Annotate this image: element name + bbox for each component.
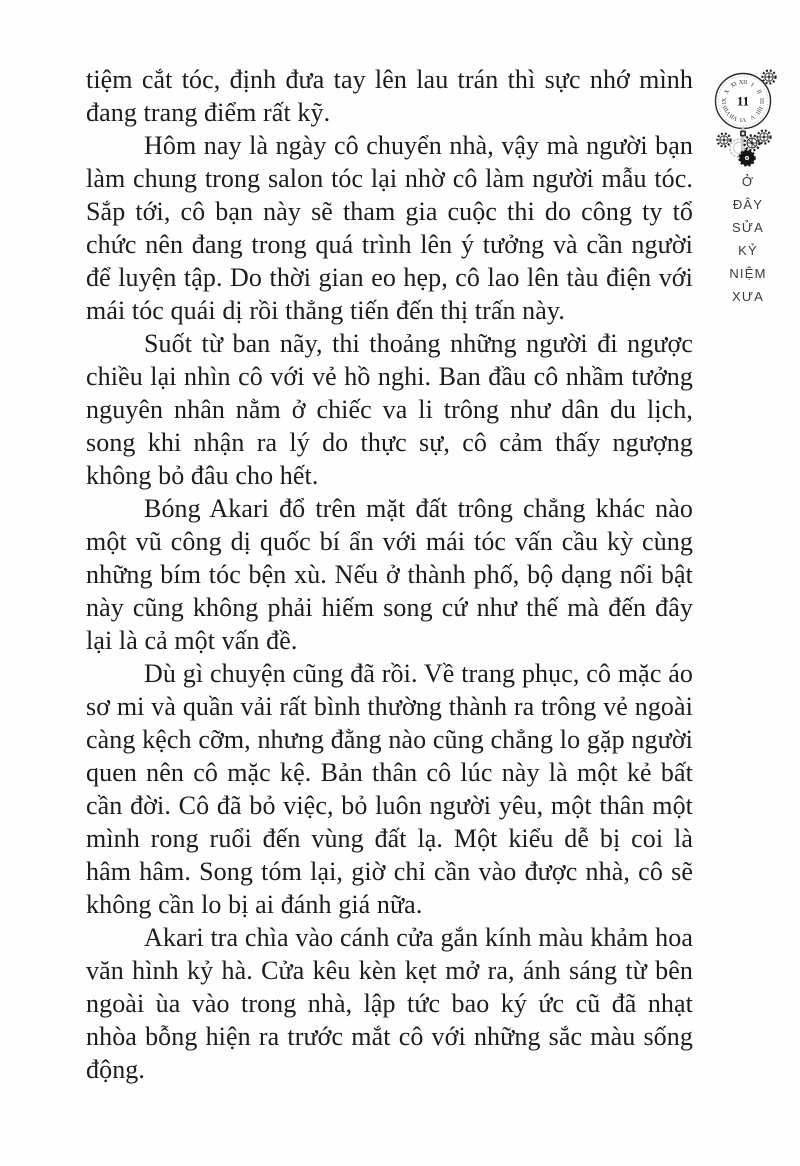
margin-title-word: Ở [741,174,755,189]
margin-book-title [696,170,800,308]
clock-numeral: XII [738,80,748,86]
clock-numeral: IIII [753,105,764,115]
clock-numeral: II [754,88,763,96]
clock-numeral: IX [722,97,728,105]
clock-numeral: VIII [722,104,733,116]
margin-title-word: ĐÂY [732,197,764,212]
body-paragraph: Dù gì chuyện cũng đã rồi. Về trang phục, cô mặc áo sơ mi và quần vải rất bình thường thành ra trông vẻ ngoài càng kệch cỡm, nhưng đằng nào cũng chẳng lo gặp người quen nên cô mặc kệ. Bản thân cô lúc này là một kẻ bất cần đời. Cô đã bỏ việc, bỏ luôn người yêu, một thân một mình rong ruổi đến vùng đất lạ. Một kiểu dễ bị coi là hâm hâm. Song tóm lại, giờ chỉ cần vào được nhà, cô sẽ không cần lo bị ai đánh giá nữa. [86,659,693,919]
page-number: 11 [736,93,750,109]
clock-numeral: X [723,88,732,96]
gear-icon [745,136,760,151]
gear-icon [763,71,776,84]
clock-face-icon [716,74,771,129]
clock-numeral: VII [728,111,740,122]
gear-icon [740,151,755,166]
margin-title-word: XƯA [731,289,765,304]
body-paragraph: Akari tra chìa vào cánh cửa gắn kính màu khảm hoa văn hình kỷ hà. Cửa kêu kèn kẹt mở ra, ánh sáng từ bên ngoài ùa vào trong nhà, lập tức bao ký ức cũ đã nhạt nhòa bỗng hiện ra trước mắt cô với những sắc màu sống động. [86,923,693,1084]
clock-numeral: I [749,82,755,89]
body-paragraph: Hôm nay là ngày cô chuyển nhà, vậy mà người bạn làm chung trong salon tóc lại nhờ cô làm người mẫu tóc. Sắp tới, cô bạn này sẽ tham gia cuộc thi do công ty tổ chức nên đang trong quá trình lên ý tưởng và cần người để luyện tập. Do thời gian eo hẹp, cô lao lên tàu điện với mái tóc quái dị rồi thẳng tiến đến thị trấn này. [86,131,693,325]
margin-title-word: NIỆM [729,266,767,281]
body-paragraph: Suốt từ ban nãy, thi thoảng những người đi ngược chiều lại nhìn cô với vẻ hồ nghi. Ban đầu cô nhầm tưởng nguyên nhân nằm ở chiếc va li trông như dân du lịch, song khi nhận ra lý do thực sự, cô cảm thấy ngượng không bỏ đâu cho hết. [86,329,693,490]
clock-numeral: VI [739,116,747,122]
clock-numeral: XI [729,81,739,90]
body-text-column [86,63,693,1086]
clock-numeral: III [758,98,764,104]
body-paragraph: Bóng Akari đổ trên mặt đất trông chẳng khác nào một vũ công dị quốc bí ẩn với mái tóc vấn cầu kỳ cùng những bím tóc bện xù. Nếu ở thành phố, bộ dạng nổi bật này cũng không phải hiếm song cứ như thế mà đến đây lại là cả một vấn đề. [86,494,693,655]
knob-icon [740,131,746,137]
gear-icon [758,131,771,144]
gear-icon [718,134,731,147]
clock-numeral: V [748,112,756,121]
margin-title-word: SỬA [731,220,765,235]
clock-gears-ornament-icon [702,64,798,172]
body-paragraph: tiệm cắt tóc, định đưa tay lên lau trán thì sực nhớ mình đang trang điểm rất kỹ. [86,65,693,127]
margin-title-word: KỶ [738,243,758,258]
